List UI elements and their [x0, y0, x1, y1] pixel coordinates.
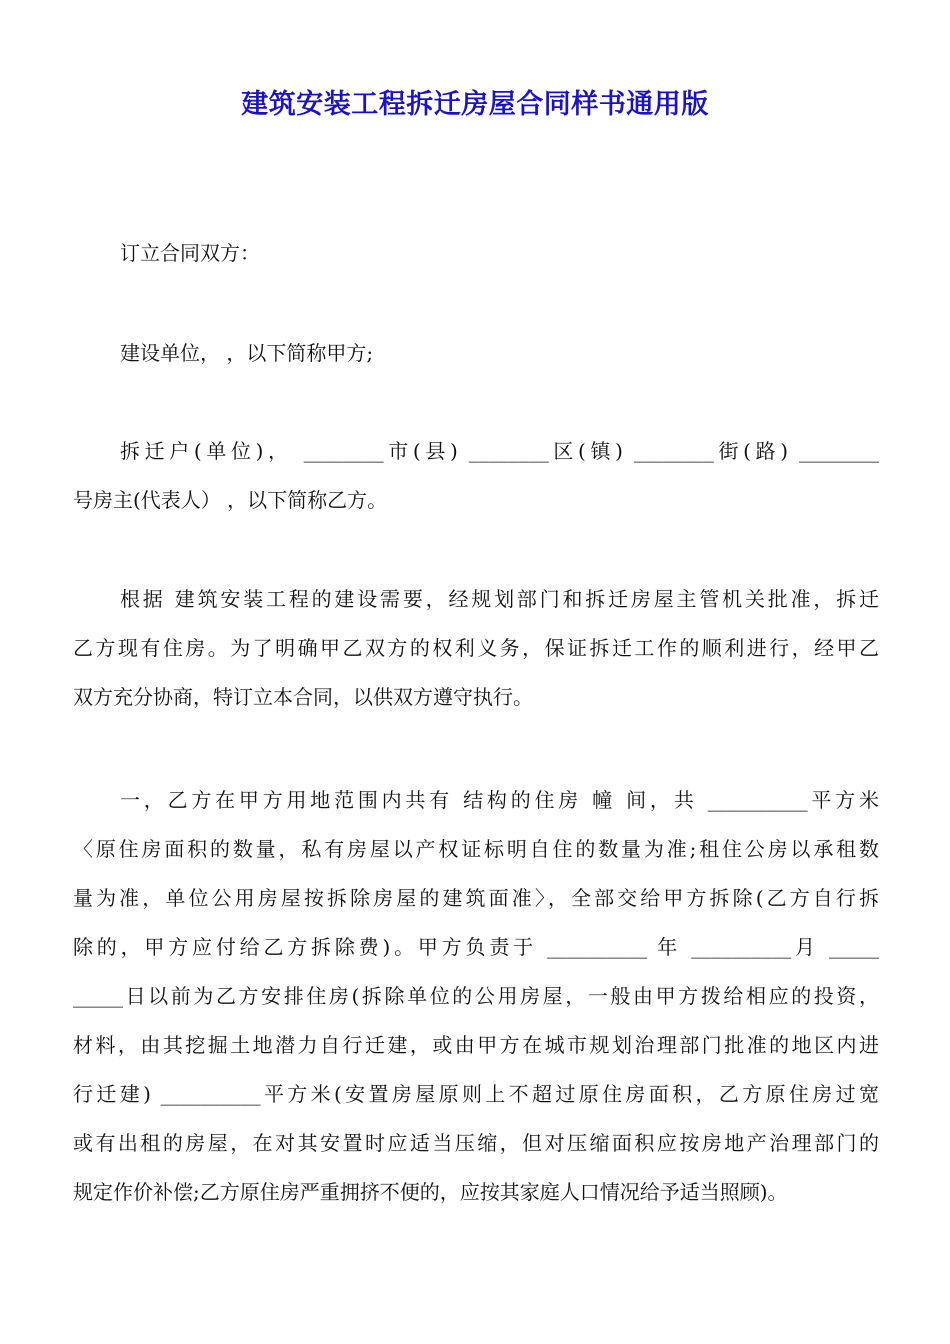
clause-1-line-7: 行迁建) __________平方米(安置房屋原则上不超过原住房面积，乙方原住房过宽 [73, 1082, 879, 1106]
basis-line-1: 根据 建筑安装工程的建设需要，经规划部门和拆迁房屋主管机关批准，拆迁 [120, 587, 879, 611]
clause-1-line-3: 量为准，单位公用房屋按拆除房屋的建筑面准〉，全部交给甲方拆除(乙方自行拆 [73, 886, 879, 910]
party-b-line-2: 号房主(代表人） ，以下简称乙方。 [73, 488, 388, 512]
party-a-line-1: 建设单位， ，以下简称甲方; [120, 341, 374, 365]
document-title: 建筑安装工程拆迁房屋合同样书通用版 [241, 89, 709, 120]
parties-heading-line-1: 订立合同双方： [120, 241, 260, 265]
basis-line-2: 乙方现有住房。为了明确甲乙双方的权利义务，保证拆迁工作的顺利进行，经甲乙 [73, 636, 879, 660]
clause-1-line-5: _____日以前为乙方安排住房(拆除单位的公用房屋，一般由甲方拨给相应的投资， [73, 984, 879, 1008]
clause-1-line-4: 除的，甲方应付给乙方拆除费)。甲方负责于 __________ 年 __________月 _____ [73, 935, 879, 959]
basis-line-3: 双方充分协商，特订立本合同，以供双方遵守执行。 [73, 685, 533, 709]
clause-1-line-2: 〈原住房面积的数量，私有房屋以产权证标明自住的数量为准;租住公房以承租数 [73, 837, 879, 861]
clause-1-line-6: 材料，由其挖掘土地潜力自行迁建，或由甲方在城市规划治理部门批准的地区内进 [73, 1033, 879, 1057]
clause-1-line-9: 规定作价补偿;乙方原住房严重拥挤不便的，应按其家庭人口情况给予适当照顾)。 [73, 1180, 788, 1204]
party-b-line-1: 拆迁户(单位)， ________市(县) ________区(镇) ________街(路) ________ [120, 439, 879, 463]
clause-1-line-8: 或有出租的房屋，在对其安置时应适当压缩，但对压缩面积应按房地产治理部门的 [73, 1131, 879, 1155]
clause-1-line-1: 一，乙方在甲方用地范围内共有 结构的住房 幢 间，共 __________平方米 [120, 788, 879, 812]
